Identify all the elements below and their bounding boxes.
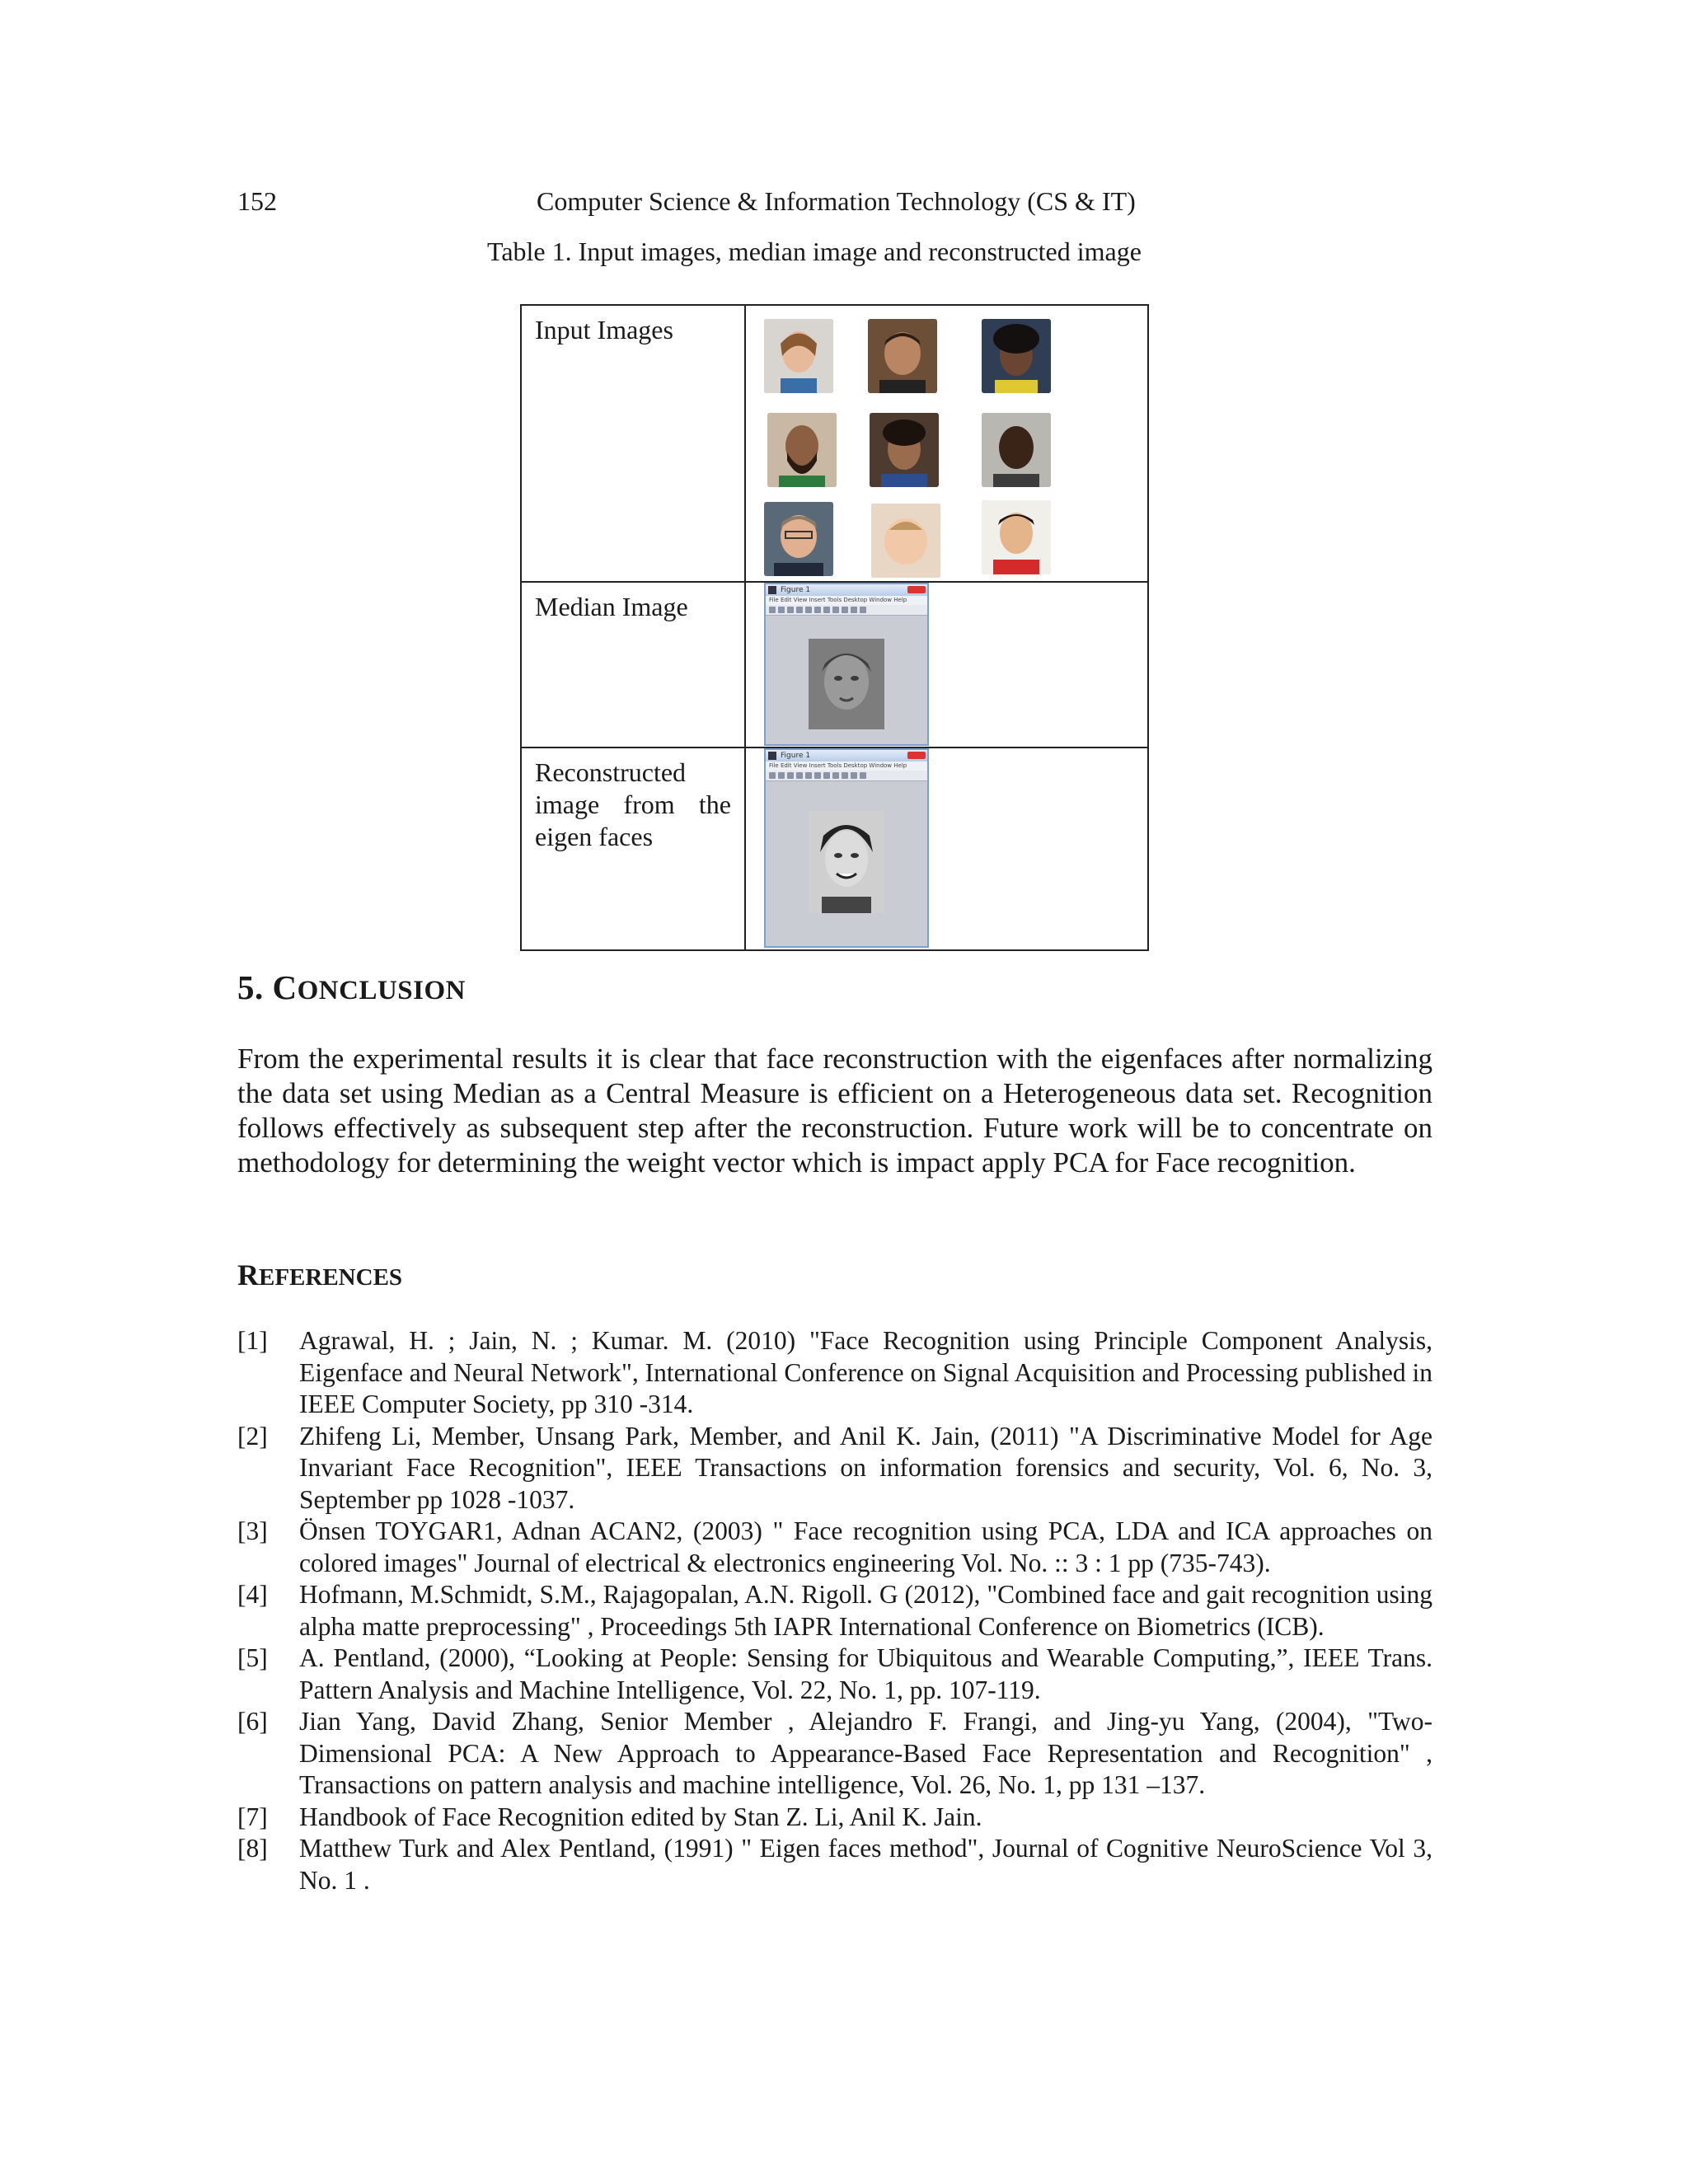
figure-menu-bar: File Edit View Insert Tools Desktop Window Help — [766, 762, 927, 771]
face-thumbnail — [982, 413, 1051, 487]
reference-item: [6] Jian Yang, David Zhang, Senior Member , Alejandro F. Frangi, and Jing-yu Yang, (2004), "Two-Dimensional PCA: A New Approach to Appearance-Based Face Representation and Recognition" , Transactions on pattern analysis and machine intelligence, Vol. 26, No. 1, pp 131 –137. — [237, 1707, 1432, 1799]
figure-table — [520, 304, 1149, 951]
face-thumbnail — [868, 319, 937, 393]
figure-window-icon — [768, 586, 776, 594]
input-images-cell — [745, 305, 1148, 582]
input-faces-grid — [746, 306, 1147, 580]
reference-list — [237, 1325, 1432, 1896]
face-thumbnail — [764, 319, 833, 393]
figure-window-icon — [768, 752, 776, 760]
table-row-input — [521, 305, 1148, 582]
face-thumbnail — [982, 319, 1051, 393]
journal-title: Computer Science & Information Technology (CS & IT) — [537, 186, 1136, 216]
median-face-image — [809, 639, 884, 729]
median-image-cell — [745, 582, 1148, 748]
face-thumbnail — [764, 502, 833, 576]
row-label-input: Input Images — [521, 305, 745, 582]
row-label-median: Median Image — [521, 582, 745, 748]
reference-item: [2] Zhifeng Li, Member, Unsang Park, Member, and Anil K. Jain, (2011) "A Discriminative Model for Age Invariant Face Recognition", IEEE Transactions on information forensics and security, Vol. 6, No. 3, September pp 1028 -1037. — [237, 1421, 1432, 1514]
reconstructed-figure-window — [764, 748, 929, 948]
figure-window-title: Figure 1 — [781, 752, 811, 760]
reference-item: [7] Handbook of Face Recognition edited by Stan Z. Li, Anil K. Jain. — [237, 1802, 982, 1831]
table-caption: Table 1. Input images, median image and reconstructed image — [487, 237, 1142, 266]
page-number: 152 — [237, 186, 277, 216]
table-row-median — [521, 582, 1148, 748]
window-controls-icon — [907, 586, 926, 593]
row-label-reconstructed: Reconstructed image from the eigen faces — [521, 748, 745, 950]
conclusion-heading: 5. CONCLUSION — [237, 968, 466, 1006]
figure-toolbar — [766, 771, 927, 781]
reconstructed-face-image — [809, 811, 884, 913]
median-figure-window — [764, 583, 929, 746]
table-row-reconstructed — [521, 748, 1148, 950]
reference-item: [4] Hofmann, M.Schmidt, S.M., Rajagopalan, A.N. Rigoll. G (2012), "Combined face and gait recognition using alpha matte preprocessing" , Proceedings 5th IAPR International Conference on Biometrics (ICB). — [237, 1580, 1432, 1641]
reference-item: [5] A. Pentland, (2000), “Looking at People: Sensing for Ubiquitous and Wearable Computing,”, IEEE Trans. Pattern Analysis and Machine Intelligence, Vol. 22, No. 1, pp. 107-119. — [237, 1643, 1432, 1704]
conclusion-paragraph: From the experimental results it is clear that face reconstruction with the eigenfaces after normalizing the data set using Median as a Central Measure is efficient on a Heterogeneous data set. Recognition follows effectively as subsequent step after the reconstruction. Future work will be to concentrate on methodology for determining the weight vector which is impact apply PCA for Face recognition. — [237, 1043, 1432, 1179]
reconstructed-image-cell — [745, 748, 1148, 950]
figure-title-bar — [766, 584, 927, 596]
reference-item: [1] Agrawal, H. ; Jain, N. ; Kumar. M. (2010) "Face Recognition using Principle Component Analysis, Eigenface and Neural Network", International Conference on Signal Acquisition and Processing published in IEEE Computer Society, pp 310 -314. — [237, 1326, 1432, 1418]
reference-item: [3] Önsen TOYGAR1, Adnan ACAN2, (2003) " Face recognition using PCA, LDA and ICA approaches on colored images" Journal of electrical & electronics engineering Vol. No. :: 3 : 1 pp (735-743). — [237, 1516, 1432, 1577]
reference-item: [8] Matthew Turk and Alex Pentland, (1991) " Eigen faces method", Journal of Cognitive NeuroScience Vol 3, No. 1 . — [237, 1834, 1432, 1895]
figure-toolbar — [766, 605, 927, 616]
face-thumbnail — [982, 500, 1051, 574]
figure-window-title: Figure 1 — [781, 586, 811, 594]
figure-menu-bar: File Edit View Insert Tools Desktop Window Help — [766, 596, 927, 605]
window-controls-icon — [907, 752, 926, 759]
face-thumbnail — [871, 504, 940, 578]
references-heading: REFERENCES — [237, 1258, 403, 1291]
figure-title-bar — [766, 750, 927, 762]
face-thumbnail — [767, 413, 837, 487]
face-thumbnail — [870, 413, 939, 487]
